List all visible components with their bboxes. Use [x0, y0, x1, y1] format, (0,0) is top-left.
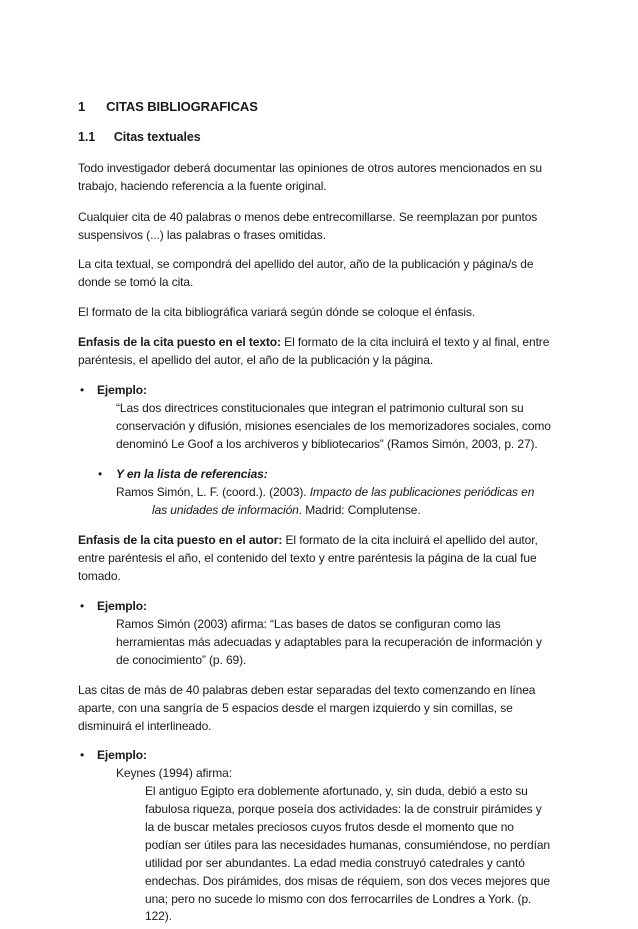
emphasis-text-paragraph: [78, 335, 549, 349]
paragraph-line: suspensivos (...) las palabras o frases omitidas.: [78, 228, 326, 242]
paragraph-line: aparte, con una sangría de 5 espacios desde el margen izquierdo y sin comillas, se: [78, 701, 513, 715]
emphasis-rest: El formato de la cita incluirá el apellido del autor,: [282, 533, 538, 547]
paragraph-line: El formato de la cita bibliográfica variará según dónde se coloque el énfasis.: [78, 305, 476, 319]
block-quote-line: una; pero no sucede lo mismo con dos ferrocarriles de Londres a York. (p.: [145, 892, 532, 906]
paragraph-line: donde se tomó la cita.: [78, 275, 194, 289]
example-label: Ejemplo:: [97, 748, 147, 762]
example-line: “Las dos directrices constitucionales que integran el patrimonio cultural son su: [116, 401, 524, 415]
heading-2-number: 1.1: [78, 130, 96, 144]
paragraph-line: Las citas de más de 40 palabras deben estar separadas del texto comenzando en línea: [78, 683, 536, 697]
example-line: denominó Le Goof a los archiveros y bibliotecarios” (Ramos Simón, 2003, p. 27).: [116, 437, 538, 451]
paragraph-line: Todo investigador deberá documentar las opiniones de otros autores mencionados en su: [78, 161, 542, 175]
paragraph-line: entre paréntesis el año, el contenido del texto y entre paréntesis la página de la cual fue: [78, 551, 537, 565]
emphasis-lead: Enfasis de la cita puesto en el texto:: [78, 335, 281, 349]
reference-author: Ramos Simón, L. F. (coord.). (2003).: [116, 485, 310, 499]
reference-publisher: . Madrid: Complutense.: [298, 503, 421, 517]
example-label: Ejemplo:: [97, 383, 147, 397]
heading-1-number: 1: [78, 99, 86, 114]
emphasis-rest: El formato de la cita incluirá el texto y al final, entre: [280, 335, 550, 349]
heading-1: [78, 99, 258, 114]
emphasis-lead: Enfasis de la cita puesto en el autor:: [78, 533, 283, 547]
paragraph-line: paréntesis, el apellido del autor, el año de la publicación y la página.: [78, 353, 434, 367]
example-label: Ejemplo:: [97, 599, 147, 613]
reference-title-cont: las unidades de información: [152, 503, 299, 517]
emphasis-author-paragraph: [78, 533, 538, 547]
bullet-icon: •: [80, 599, 85, 613]
bullet-icon: •: [80, 383, 85, 397]
block-quote-line: endechas. Dos pirámides, dos misas de réquiem, son dos veces mejores que: [145, 874, 551, 888]
reference-title: Impacto de las publicaciones periódicas en: [309, 485, 535, 499]
paragraph-line: Cualquier cita de 40 palabras o menos debe entrecomillarse. Se reemplazan por puntos: [78, 210, 538, 224]
references-label: Y en la lista de referencias:: [116, 467, 268, 481]
heading-2: [78, 130, 201, 144]
block-quote-line: utilidad por ser abundantes. La edad media construyó catedrales y cantó: [145, 856, 525, 870]
example-line: conservación y difusión, misiones esenciales de los memorizadores sociales, como: [116, 419, 551, 433]
heading-2-title: Citas textuales: [113, 130, 201, 144]
block-quote-line: fabulosa riqueza, porque poseía dos actividades: la de construir pirámides y: [145, 802, 542, 816]
block-quote-line: 122).: [145, 909, 172, 923]
example-line: de conocimiento” (p. 69).: [116, 653, 247, 667]
bullet-icon: •: [98, 467, 103, 481]
paragraph-line: La cita textual, se compondrá del apellido del autor, año de la publicación y página/s de: [78, 257, 534, 271]
paragraph-line: tomado.: [78, 569, 121, 583]
heading-1-title: CITAS BIBLIOGRAFICAS: [106, 99, 258, 114]
paragraph-line: disminuirá el interlineado.: [78, 719, 212, 733]
bullet-icon: •: [80, 748, 85, 762]
reference-line: [152, 503, 421, 517]
block-quote-line: la de buscar metales preciosos cuyos frutos desde el momento que no: [145, 820, 514, 834]
reference-line: [116, 485, 534, 499]
block-quote-line: El antiguo Egipto era doblemente afortunado, y, sin duda, debió a esto su: [145, 784, 528, 798]
example-intro: Keynes (1994) afirma:: [116, 766, 232, 780]
example-line: Ramos Simón (2003) afirma: “Las bases de datos se configuran como las: [116, 617, 501, 631]
paragraph-line: trabajo, haciendo referencia a la fuente original.: [78, 179, 327, 193]
block-quote-line: podían ser útiles para las necesidades humanas, consumiéndose, no perdían: [145, 838, 550, 852]
example-line: herramientas más adecuadas y adaptables para la recuperación de información y: [116, 635, 542, 649]
